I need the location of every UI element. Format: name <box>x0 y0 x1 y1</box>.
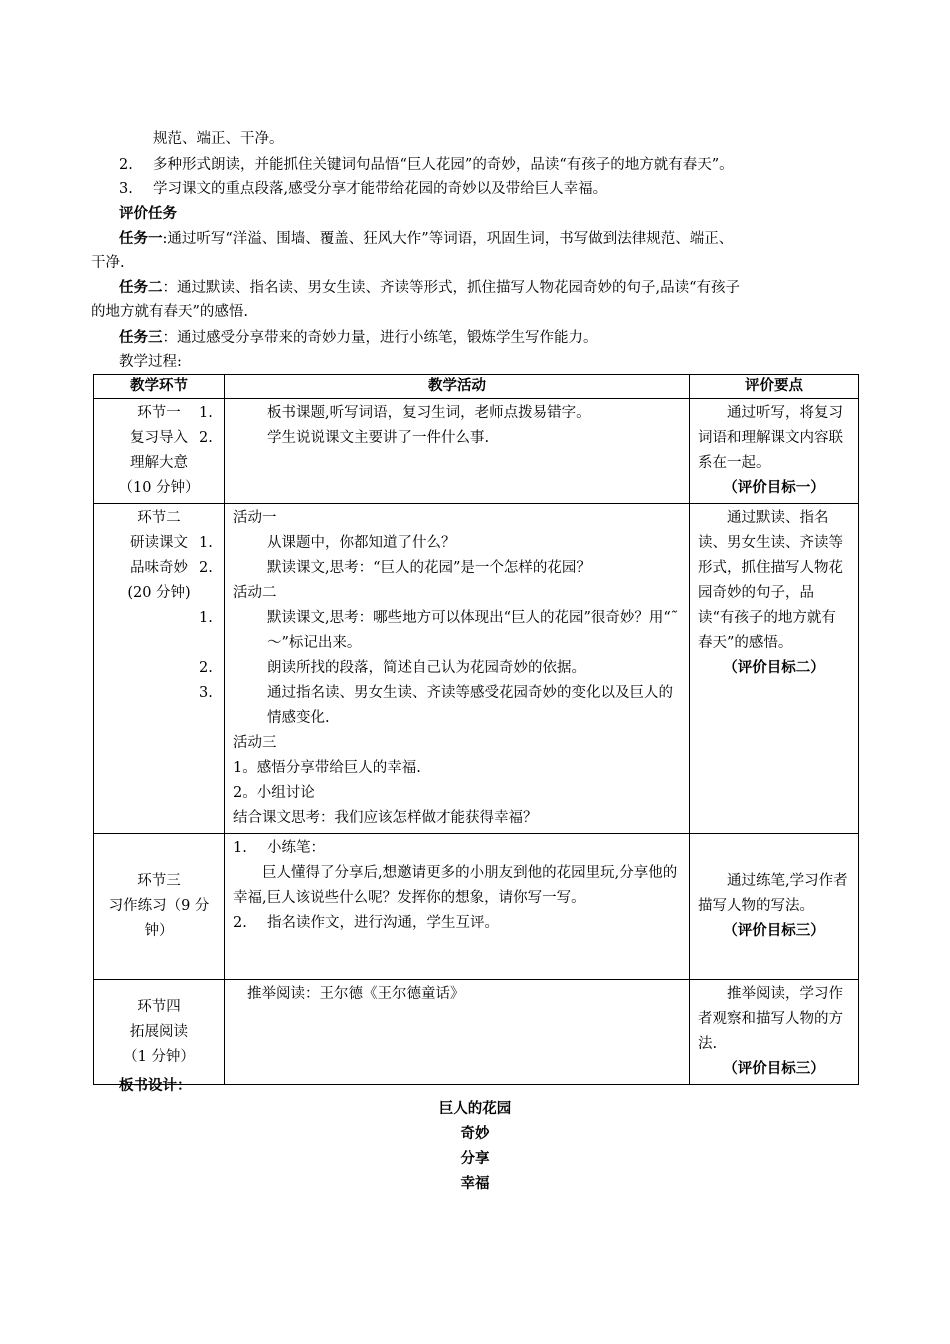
activity-line: 结合课文思考：我们应该怎样做才能获得幸福？ <box>233 810 538 826</box>
eval-text: 通过听写，将复习词语和理解课文内容联系在一起。 <box>698 405 843 471</box>
board-design <box>0 1097 950 1197</box>
activity-cell <box>225 834 690 980</box>
stage-line: （1 分钟） <box>123 1048 195 1065</box>
table-row <box>94 980 859 1085</box>
activity-item <box>199 401 681 426</box>
task2-text: ：通过默读、指名读、男女生读、齐读等形式，抓住描写人物花园奇妙的句子,品读“有孩子 <box>162 280 741 296</box>
process-label: 教学过程: <box>119 354 182 370</box>
teaching-plan-table <box>93 374 859 1085</box>
activity-cell <box>199 504 690 834</box>
stage-line: 钟） <box>144 923 174 939</box>
stage-line: (20 分钟) <box>127 585 191 601</box>
activity-item <box>199 606 681 656</box>
activity-body: 巨人懂得了分享后,想邀请更多的小朋友到他的花园里玩,分享他的幸福,巨人该说些什么呢？发挥你的想象，请你写一写。 <box>233 865 678 906</box>
eval-cell <box>690 399 859 504</box>
item-text: 默读课文,思考：哪些地方可以体现出“巨人的花园”很奇妙？用“˜～”标记出来。 <box>267 610 679 651</box>
item-number: 1. <box>199 610 213 626</box>
activity-item <box>199 531 681 556</box>
objective-item-2 <box>119 155 734 175</box>
item-text: 朗读所找的段落，简述自己认为花园奇妙的依据。 <box>267 660 586 676</box>
eval-target-tag: （评价目标二） <box>723 660 825 676</box>
activity-item <box>233 911 681 936</box>
item-text: 学生说说课文主要讲了一件什么事. <box>267 430 490 446</box>
eval-target-tag: （评价目标三） <box>723 1061 825 1077</box>
table-row <box>94 399 859 504</box>
item-text: 多种形式朗读，并能抓住关键词句品悟“巨人花园”的奇妙，品读“有孩子的地方就有春天”。 <box>153 157 734 173</box>
item-text: 板书课题,听写词语，复习生词，老师点拨易错字。 <box>267 405 591 421</box>
eval-heading: 评价任务 <box>119 206 177 222</box>
stage-line: 复习导入 <box>130 430 188 446</box>
header-eval: 评价要点 <box>690 375 859 399</box>
eval-cell <box>690 980 859 1085</box>
item-number: 3. <box>199 685 213 701</box>
eval-cell <box>690 504 859 834</box>
stage-cell <box>94 980 225 1085</box>
item-number: 3. <box>119 181 133 197</box>
eval-target-tag: （评价目标一） <box>723 480 825 496</box>
table-header-row <box>94 375 859 399</box>
task1-label: 任务一 <box>119 231 163 247</box>
activity-title: 活动一 <box>233 510 277 526</box>
board-heading: 板书设计： <box>119 1078 192 1094</box>
activity-title: 活动三 <box>233 735 277 751</box>
item-text: 小练笔： <box>267 840 325 856</box>
intro-line: 规范、端正、干净。 <box>153 131 284 147</box>
task3-label: 任务三 <box>119 330 163 346</box>
activity-cell <box>225 980 690 1085</box>
activity-title: 活动二 <box>233 585 277 601</box>
stage-line: 习作练习（9 分 <box>108 898 210 914</box>
activity-item <box>199 426 681 451</box>
eval-cell <box>690 834 859 980</box>
item-text: 默读课文,思考：“巨人的花园”是一个怎样的花园？ <box>267 560 591 576</box>
stage-line: 拓展阅读 <box>130 1023 188 1040</box>
stage-line: 环节二 <box>137 510 181 526</box>
eval-text: 通过练笔,学习作者描写人物的写法。 <box>698 873 848 914</box>
item-number: 2. <box>119 157 133 173</box>
item-number: 2. <box>199 430 213 446</box>
eval-text: 推举阅读，学习作者观察和描写人物的方法. <box>698 986 843 1052</box>
stage-line: 环节三 <box>137 873 181 889</box>
task3-text: ：通过感受分享带来的奇妙力量，进行小练笔，锻炼学生写作能力。 <box>162 330 598 346</box>
table-row <box>94 834 859 980</box>
activity-line: 推举阅读：王尔德《王尔德童话》 <box>247 986 465 1002</box>
activity-item <box>199 656 681 681</box>
stage-line: 环节一 <box>137 405 181 421</box>
activity-item <box>199 681 681 731</box>
activity-line: 2。小组讨论 <box>233 785 315 801</box>
stage-line: 环节四 <box>137 998 181 1015</box>
item-number: 1. <box>199 535 213 551</box>
item-number: 2. <box>199 560 213 576</box>
stage-line: 品味奇妙 <box>130 560 188 576</box>
activity-item <box>233 836 681 861</box>
stage-line: 研读课文 <box>130 535 188 551</box>
item-number: 2. <box>199 660 213 676</box>
task2-label: 任务二 <box>119 280 163 296</box>
item-text: 通过指名读、男女生读、齐读等感受花园奇妙的变化以及巨人的情感变化. <box>267 685 673 726</box>
header-activity: 教学活动 <box>225 375 690 399</box>
task1-cont: 干净. <box>91 255 125 271</box>
header-stage: 教学环节 <box>94 375 225 399</box>
board-line: 分享 <box>460 1151 490 1167</box>
task3-line <box>119 328 598 348</box>
task2-cont: 的地方就有春天”的感悟. <box>91 304 249 320</box>
item-number: 1. <box>199 405 213 421</box>
eval-text: 通过默读、指名读、男女生读、齐读等形式，抓住描写人物花园奇妙的句子，品读“有孩子的地方就有春天”的感悟。 <box>698 510 843 651</box>
activity-cell <box>199 399 690 504</box>
eval-target-tag: （评价目标三） <box>723 923 825 939</box>
item-text: 指名读作文，进行沟通，学生互评。 <box>267 915 499 931</box>
stage-cell <box>94 834 225 980</box>
item-number: 2. <box>233 915 247 931</box>
activity-line: 1。感悟分享带给巨人的幸福. <box>233 760 421 776</box>
task1-text: :通过听写“洋溢、围墙、覆盖、狂风大作”等词语，巩固生词，书写做到法律规范、端正、 <box>162 231 734 247</box>
table-row <box>94 504 859 834</box>
board-line: 幸福 <box>460 1176 490 1192</box>
item-text: 学习课文的重点段落,感受分享才能带给花园的奇妙以及带给巨人幸福。 <box>153 181 608 197</box>
board-line: 巨人的花园 <box>438 1101 512 1117</box>
activity-item <box>199 556 681 581</box>
board-line: 奇妙 <box>460 1126 490 1142</box>
stage-line: （10 分钟） <box>118 480 200 496</box>
task1-line <box>119 229 733 249</box>
stage-line: 理解大意 <box>130 455 188 471</box>
item-number: 1. <box>233 840 247 856</box>
item-text: 从课题中，你都知道了什么？ <box>267 535 456 551</box>
task2-line <box>119 278 740 298</box>
objective-item-3 <box>119 179 607 199</box>
